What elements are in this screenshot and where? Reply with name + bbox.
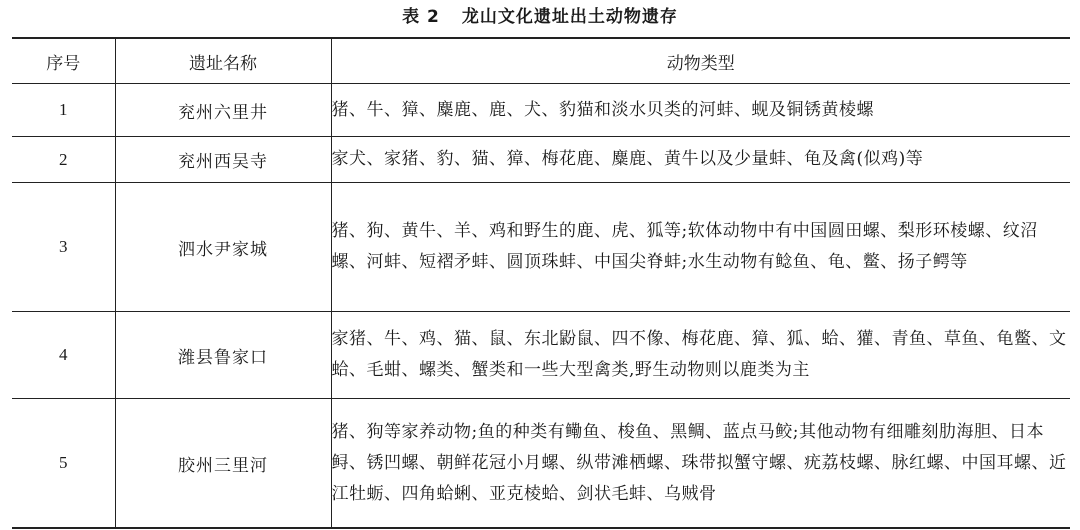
row-fauna: 猪、牛、獐、麋鹿、鹿、犬、豹猫和淡水贝类的河蚌、蚬及铜锈黄棱螺 [331,84,1070,137]
table-row [12,84,1070,137]
row-site: 兖州六里井 [115,84,331,137]
table-row [12,137,1070,183]
row-site: 潍县鲁家口 [115,312,331,399]
table-caption [0,4,1080,30]
header-index: 序号 [12,38,115,84]
header-row [12,38,1070,84]
row-index: 2 [12,137,115,183]
table-number: 表 2 [402,7,440,27]
row-index: 3 [12,183,115,312]
row-index: 5 [12,399,115,529]
row-site: 兖州西吴寺 [115,137,331,183]
row-site: 泗水尹家城 [115,183,331,312]
row-fauna: 家猪、牛、鸡、猫、鼠、东北鼢鼠、四不像、梅花鹿、獐、狐、蛤、獾、青鱼、草鱼、龟鳖、文蛤、毛蚶、螺类、蟹类和一些大型禽类,野生动物则以鹿类为主 [331,312,1070,399]
fauna-table [12,37,1070,529]
table-row [12,312,1070,399]
header-fauna: 动物类型 [331,38,1070,84]
row-fauna: 家犬、家猪、豹、猫、獐、梅花鹿、麋鹿、黄牛以及少量蚌、龟及禽(似鸡)等 [331,137,1070,183]
row-fauna: 猪、狗、黄牛、羊、鸡和野生的鹿、虎、狐等;软体动物中有中国圆田螺、梨形环棱螺、纹沼螺、河蚌、短褶矛蚌、圆顶珠蚌、中国尖脊蚌;水生动物有鲶鱼、龟、鳖、扬子鳄等 [331,183,1070,312]
table-row [12,399,1070,529]
row-fauna: 猪、狗等家养动物;鱼的种类有鳓鱼、梭鱼、黑鲷、蓝点马鲛;其他动物有细雕刻肋海胆、日本鲟、锈凹螺、朝鲜花冠小月螺、纵带滩栖螺、珠带拟蟹守螺、疣荔枝螺、脉红螺、中国耳螺、近江牡蛎、四角蛤蜊、亚克棱蛤、剑状毛蚌、乌贼骨 [331,399,1070,529]
table-row [12,183,1070,312]
row-index: 4 [12,312,115,399]
table-title: 龙山文化遗址出土动物遗存 [461,7,678,27]
row-site: 胶州三里河 [115,399,331,529]
header-site: 遗址名称 [115,38,331,84]
row-index: 1 [12,84,115,137]
